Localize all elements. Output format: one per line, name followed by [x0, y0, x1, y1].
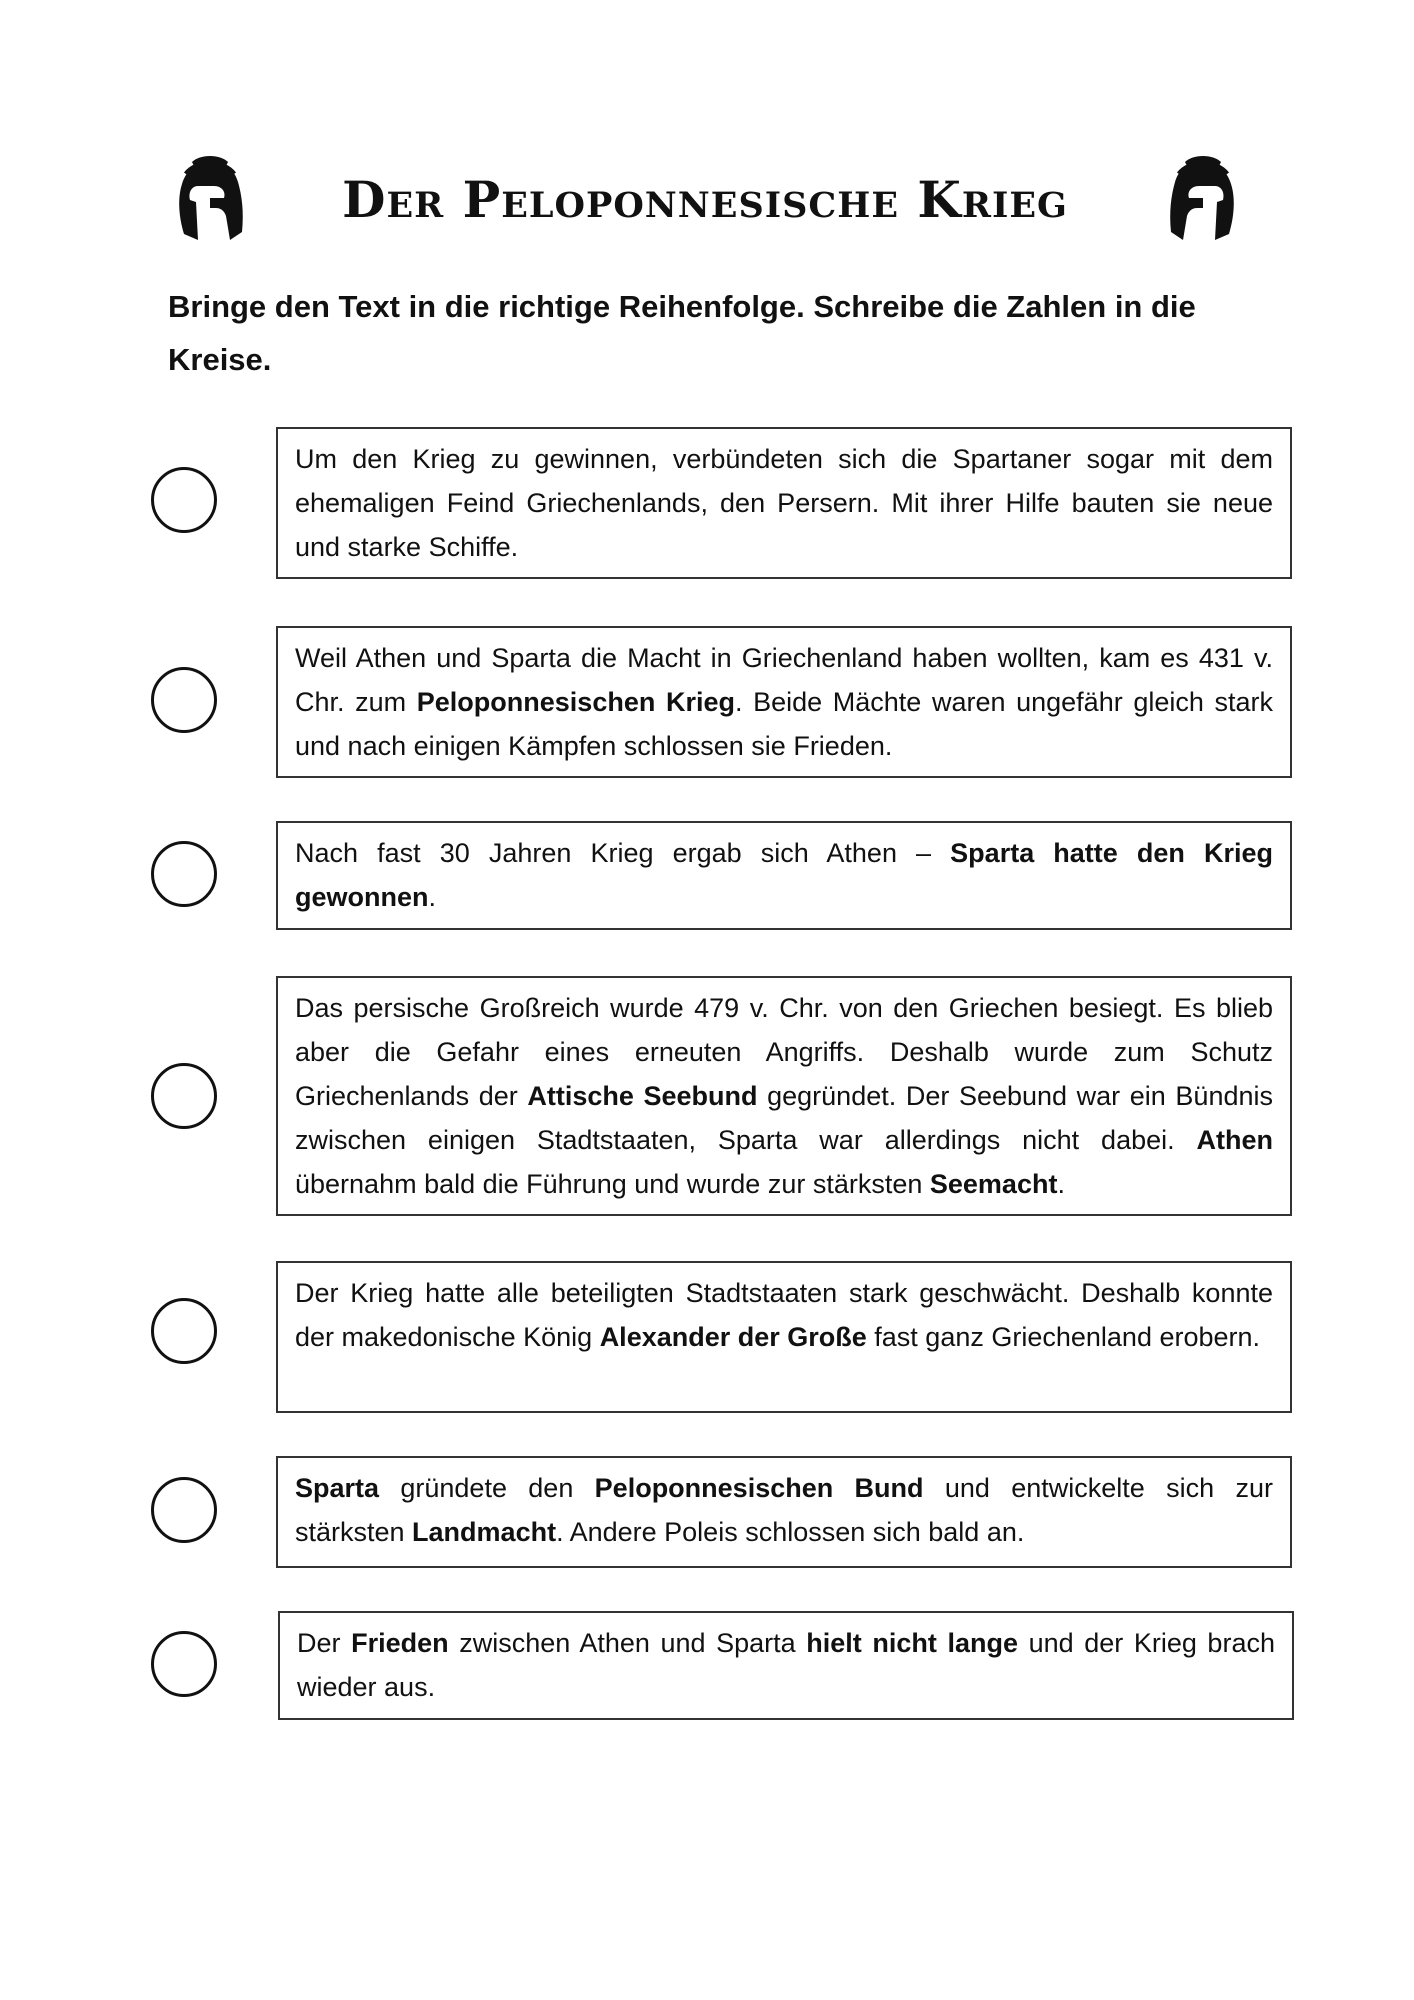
text-segment: .	[1057, 1169, 1065, 1199]
text-segment: Weil Athen und Sparta die Macht in Griechenland haben wollten, kam es 431 v. Chr. zum	[295, 643, 1273, 717]
text-card	[276, 626, 1292, 778]
bold-term: Landmacht	[412, 1517, 557, 1547]
answer-circle[interactable]	[151, 1298, 217, 1364]
bold-term: Alexander der Große	[599, 1322, 867, 1352]
answer-circle[interactable]	[151, 841, 217, 907]
text-card	[276, 821, 1292, 930]
answer-circle[interactable]	[151, 1631, 217, 1697]
bold-term: Seemacht	[929, 1169, 1058, 1199]
text-segment: Um den Krieg zu gewinnen, verbündeten sich die Spartaner sogar mit dem ehemaligen Feind Griechenlands, den Persern. Mit ihrer Hilfe bauten sie neue und starke Schiffe.	[295, 444, 1273, 562]
text-segment: . Andere Poleis schlossen sich bald an.	[556, 1517, 1025, 1547]
spartan-helmet-icon	[1163, 154, 1243, 244]
bold-term: Attische Seebund	[527, 1081, 758, 1111]
text-segment: und der Krieg brach wieder aus.	[297, 1628, 1275, 1702]
text-card	[276, 976, 1292, 1216]
text-segment: und entwickelte sich zur stärksten	[295, 1473, 1273, 1547]
bold-term: Peloponnesischen Bund	[594, 1473, 924, 1503]
text-segment: gründete den	[379, 1473, 595, 1503]
bold-term: Sparta	[295, 1473, 380, 1503]
title-row	[0, 150, 1414, 250]
bold-term: Athen	[1196, 1125, 1273, 1155]
text-segment: zwischen Athen und Sparta	[448, 1628, 807, 1658]
text-segment: Der Krieg hatte alle beteiligten Stadtstaaten stark geschwächt. Deshalb konnte der makedonische König	[295, 1278, 1273, 1352]
answer-circle[interactable]	[151, 1477, 217, 1543]
bold-term: hielt nicht lange	[806, 1628, 1018, 1658]
answer-circle[interactable]	[151, 467, 217, 533]
text-segment: Das persische Großreich wurde 479 v. Chr. von den Griechen besiegt. Es blieb aber die Gefahr eines erneuten Angriffs. Deshalb wurde zum Schutz Griechenlands der	[295, 993, 1273, 1111]
task-instruction: Bringe den Text in die richtige Reihenfolge. Schreibe die Zahlen in die Kreise.	[168, 289, 1196, 377]
bold-term: Frieden	[351, 1628, 449, 1658]
answer-circle[interactable]	[151, 1063, 217, 1129]
text-segment: fast ganz Griechenland erobern.	[866, 1322, 1261, 1352]
text-card	[276, 1456, 1292, 1568]
answer-circle[interactable]	[151, 667, 217, 733]
text-segment: . Beide Mächte waren ungefähr gleich stark und nach einigen Kämpfen schlossen sie Frieden.	[295, 687, 1274, 761]
text-segment: Der	[297, 1628, 352, 1658]
bold-term: Sparta hatte den Krieg gewonnen	[295, 838, 1274, 912]
text-segment: übernahm bald die Führung und wurde zur stärksten	[295, 1169, 930, 1199]
text-card	[276, 1261, 1292, 1413]
text-segment: .	[428, 882, 437, 912]
bold-term: Peloponnesischen Krieg	[416, 687, 735, 717]
text-segment: gegründet. Der Seebund war ein Bündnis zwischen einigen Stadtstaaten, Sparta war allerdings nicht dabei.	[295, 1081, 1273, 1155]
page-title: Der Peloponnesische Krieg	[342, 170, 1068, 229]
text-card	[278, 1611, 1294, 1720]
text-segment: Nach fast 30 Jahren Krieg ergab sich Athen –	[295, 838, 951, 868]
text-card	[276, 427, 1292, 579]
spartan-helmet-icon	[170, 154, 250, 244]
